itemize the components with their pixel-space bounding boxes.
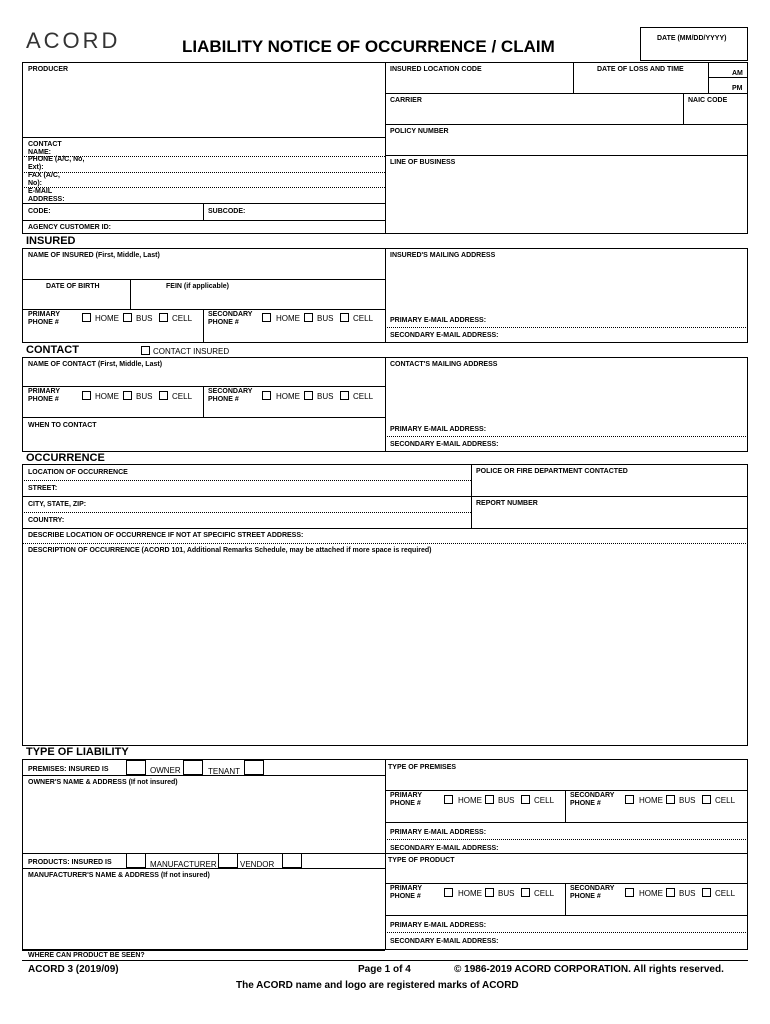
phone-label: PHONE (A/C, No, Ext): [28,156,85,171]
bus-label: BUS [317,314,334,323]
manufacturer-name-label: MANUFACTURER'S NAME & ADDRESS (If not insured) [28,872,210,879]
insured-name-label: NAME OF INSURED (First, Middle, Last) [28,252,160,259]
product-primary-bus-checkbox[interactable] [485,888,494,897]
policy-number-label: POLICY NUMBER [390,128,449,135]
email-label: E-MAIL ADDRESS: [28,188,65,203]
home-label: HOME [276,392,300,401]
date-field[interactable] [640,27,748,61]
type-of-product-label: TYPE OF PRODUCT [388,857,455,864]
tenant-label: TENANT [208,767,240,776]
contact-primary-email-label: PRIMARY E-MAIL ADDRESS: [390,426,487,433]
liability-heading: TYPE OF LIABILITY [26,746,129,758]
insured-mailing-label: INSURED'S MAILING ADDRESS [390,252,496,259]
naic-code-label: NAIC CODE [688,97,728,104]
contact-insured-label: CONTACT INSURED [153,347,230,356]
insured-primary-email-label: PRIMARY E-MAIL ADDRESS: [390,317,487,324]
products-label: PRODUCTS: INSURED IS [28,859,112,866]
contact-secondary-home-checkbox[interactable] [262,391,271,400]
home-label: HOME [639,796,663,805]
contact-primary-home-checkbox[interactable] [82,391,91,400]
producer-field[interactable] [24,76,384,136]
insured-primary-cell-checkbox[interactable] [159,313,168,322]
premises-primary-home-checkbox[interactable] [444,795,453,804]
contact-secondary-bus-checkbox[interactable] [304,391,313,400]
producer-label: PRODUCER [28,66,69,73]
insured-primary-phone-label: PRIMARY PHONE # [28,311,60,326]
cell-label: CELL [172,392,193,401]
fax-label: FAX (A/C, No): [28,172,60,187]
home-label: HOME [458,796,482,805]
bus-label: BUS [498,796,515,805]
cell-label: CELL [353,314,374,323]
bus-label: BUS [317,392,334,401]
home-label: HOME [95,392,119,401]
cell-label: CELL [715,796,736,805]
when-to-contact-label: WHEN TO CONTACT [28,422,97,429]
premises-secondary-cell-checkbox[interactable] [702,795,711,804]
copyright: © 1986-2019 ACORD CORPORATION. All rights reserved. [454,964,724,975]
insured-primary-bus-checkbox[interactable] [123,313,132,322]
vendor-checkbox[interactable] [218,853,238,868]
contact-mailing-label: CONTACT'S MAILING ADDRESS [390,361,498,368]
bus-label: BUS [679,796,696,805]
contact-heading: CONTACT [26,344,79,356]
home-label: HOME [639,889,663,898]
manufacturer-checkbox[interactable] [126,853,146,868]
premises-primary-bus-checkbox[interactable] [485,795,494,804]
premises-secondary-home-checkbox[interactable] [625,795,634,804]
am-label[interactable]: AM [732,70,743,77]
insured-secondary-home-checkbox[interactable] [262,313,271,322]
bus-label: BUS [136,314,153,323]
trademark: The ACORD name and logo are registered marks of ACORD [236,980,519,991]
cell-label: CELL [353,392,374,401]
product-primary-cell-checkbox[interactable] [521,888,530,897]
contact-name-label: CONTACT NAME: [28,141,62,156]
cell-label: CELL [534,796,555,805]
product-secondary-phone-label: SECONDARY PHONE # [570,885,615,900]
describe-location-label: DESCRIBE LOCATION OF OCCURRENCE IF NOT AT SPECIFIC STREET ADDRESS: [28,532,304,539]
home-label: HOME [458,889,482,898]
contact-insured-checkbox[interactable] [141,346,150,355]
bus-label: BUS [679,889,696,898]
line-of-business-label: LINE OF BUSINESS [390,159,456,166]
insured-primary-home-checkbox[interactable] [82,313,91,322]
insured-heading: INSURED [26,235,76,247]
carrier-label: CARRIER [390,97,422,104]
bus-label: BUS [498,889,515,898]
product-primary-home-checkbox[interactable] [444,888,453,897]
insured-secondary-cell-checkbox[interactable] [340,313,349,322]
country-label: COUNTRY: [28,517,65,524]
page-number: Page 1 of 4 [358,964,411,975]
contact-primary-cell-checkbox[interactable] [159,391,168,400]
contact-secondary-cell-checkbox[interactable] [340,391,349,400]
acord-logo: ACORD [26,28,121,53]
insured-secondary-phone-label: SECONDARY PHONE # [208,311,253,326]
product-primary-email-label: PRIMARY E-MAIL ADDRESS: [390,922,487,929]
city-label: CITY, STATE, ZIP: [28,501,87,508]
form-title: LIABILITY NOTICE OF OCCURRENCE / CLAIM [182,37,555,56]
description-field[interactable] [24,558,746,744]
home-label: HOME [276,314,300,323]
product-secondary-email-label: SECONDARY E-MAIL ADDRESS: [390,938,499,945]
contact-name-field-label: NAME OF CONTACT (First, Middle, Last) [28,361,163,368]
bus-label: BUS [136,392,153,401]
contact-secondary-email-label: SECONDARY E-MAIL ADDRESS: [390,441,499,448]
subcode-label: SUBCODE: [208,208,246,215]
type-of-premises-label: TYPE OF PREMISES [388,764,457,771]
cell-label: CELL [534,889,555,898]
location-label: LOCATION OF OCCURRENCE [28,469,128,476]
form-id: ACORD 3 (2019/09) [28,964,119,975]
owner-label: OWNER [150,766,181,775]
manufacturer-label: MANUFACTURER [150,860,217,869]
premises-primary-phone-label: PRIMARY PHONE # [390,792,422,807]
occurrence-heading: OCCURRENCE [26,452,105,464]
street-label: STREET: [28,485,58,492]
premises-blank-checkbox[interactable] [244,760,264,775]
owner-name-label: OWNER'S NAME & ADDRESS (If not insured) [28,779,178,786]
contact-primary-bus-checkbox[interactable] [123,391,132,400]
contact-secondary-phone-label: SECONDARY PHONE # [208,388,253,403]
dob-label: DATE OF BIRTH [46,283,100,290]
premises-primary-cell-checkbox[interactable] [521,795,530,804]
premises-label: PREMISES: INSURED IS [28,766,109,773]
insured-location-code-label: INSURED LOCATION CODE [390,66,482,73]
fein-label: FEIN (if applicable) [166,283,230,290]
product-primary-phone-label: PRIMARY PHONE # [390,885,422,900]
code-label: CODE: [28,208,51,215]
contact-primary-phone-label: PRIMARY PHONE # [28,388,60,403]
premises-secondary-bus-checkbox[interactable] [666,795,675,804]
home-label: HOME [95,314,119,323]
date-of-loss-label: DATE OF LOSS AND TIME [597,66,684,73]
where-seen-label: WHERE CAN PRODUCT BE SEEN? [28,952,145,959]
date-label: DATE (MM/DD/YYYY) [657,35,727,42]
vendor-label: VENDOR [240,860,275,869]
owner-checkbox[interactable] [126,760,146,775]
pm-label[interactable]: PM [732,85,743,92]
cell-label: CELL [172,314,193,323]
product-secondary-home-checkbox[interactable] [625,888,634,897]
products-blank-checkbox[interactable] [282,853,302,868]
cell-label: CELL [715,889,736,898]
insured-secondary-bus-checkbox[interactable] [304,313,313,322]
premises-secondary-phone-label: SECONDARY PHONE # [570,792,615,807]
police-label: POLICE OR FIRE DEPARTMENT CONTACTED [476,468,628,475]
product-secondary-cell-checkbox[interactable] [702,888,711,897]
description-label: DESCRIPTION OF OCCURRENCE (ACORD 101, Additional Remarks Schedule, may be attached if more space is required) [28,547,432,554]
premises-secondary-email-label: SECONDARY E-MAIL ADDRESS: [390,845,499,852]
agency-customer-id-label: AGENCY CUSTOMER ID: [28,224,111,231]
product-secondary-bus-checkbox[interactable] [666,888,675,897]
tenant-checkbox[interactable] [183,760,203,775]
report-number-label: REPORT NUMBER [476,500,538,507]
premises-primary-email-label: PRIMARY E-MAIL ADDRESS: [390,829,487,836]
insured-secondary-email-label: SECONDARY E-MAIL ADDRESS: [390,332,499,339]
